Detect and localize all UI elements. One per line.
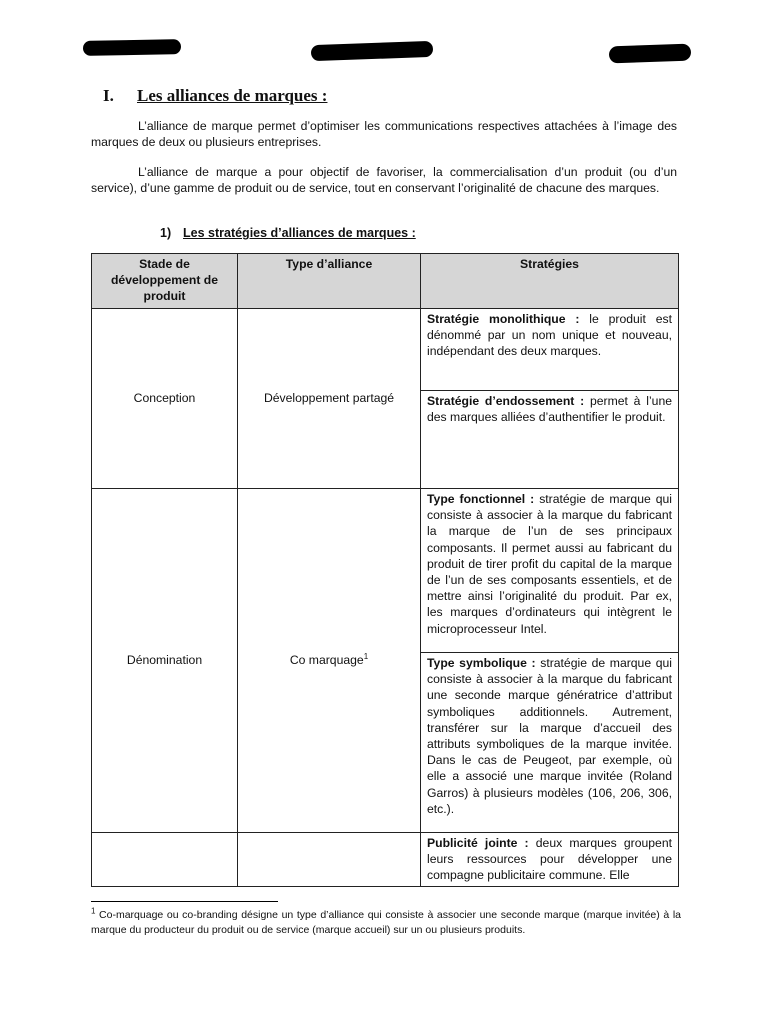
redacted-header-center <box>311 41 433 61</box>
section-number: I. <box>103 86 114 105</box>
redacted-header-right <box>609 44 692 64</box>
subsection-heading <box>160 226 416 240</box>
footnote-ref: 1 <box>363 652 369 662</box>
strategy-cell <box>421 489 679 653</box>
header-strategies: Stratégies <box>421 254 679 309</box>
footnote-text: Co-marquage ou co-branding désigne un type d’alliance qui consiste à associer une seconde marque (marque invitée) à la marque du producteur du produit ou de service (marque accueil) sur un ou plusieurs produits. <box>91 909 681 936</box>
alliance-cell <box>238 833 421 887</box>
subsection-number: 1) <box>160 226 172 240</box>
strategy-cell <box>421 833 679 887</box>
strategy-term: Publicité jointe : <box>427 836 529 850</box>
table-row <box>92 309 679 391</box>
footnote <box>91 908 681 938</box>
stage-cell: Dénomination <box>92 489 238 833</box>
strategy-term: Type fonctionnel : <box>427 492 535 506</box>
section-title: Les alliances de marques : <box>137 86 328 105</box>
table-row <box>92 489 679 653</box>
redacted-header-left <box>83 39 181 56</box>
strategies-table <box>91 253 679 887</box>
strategy-cell <box>421 309 679 391</box>
subsection-title: Les stratégies d’alliances de marques : <box>183 226 416 240</box>
paragraph-1: L’alliance de marque permet d’optimiser les communications respectives attachées à l’image des marques de deux ou plusieurs entreprises. <box>91 119 677 149</box>
strategy-cell <box>421 653 679 833</box>
table-header-row <box>92 254 679 309</box>
alliance-label: Co marquage <box>289 653 364 668</box>
strategy-text: stratégie de marque qui consiste à associer à la marque du fabricant une seconde marque génératrice d’attribut symboliques additionnels. Autrement, transférer sur la marque d’accueil des attributs symboliques de la marque invitée. Dans le cas de Peugeot, par exemple, où elle a associé une marque invitée (Roland Garros) à plusieurs modèles (106, 206, 306, etc.). <box>427 656 673 816</box>
table-row <box>92 833 679 887</box>
alliance-cell: Développement partagé <box>238 309 421 489</box>
header-alliance: Type d’alliance <box>238 254 421 309</box>
paragraph-2: L’alliance de marque a pour objectif de favoriser, la commercialisation d’un produit (ou d’un service), d’une gamme de produit ou de service, tout en conservant l’originalité de chacune des marques. <box>91 165 677 195</box>
strategy-term: Type symbolique : <box>427 656 536 670</box>
strategy-text: stratégie de marque qui consiste à associer à la marque du fabricant la marque de l’un de ses principaux composants. Il permet aussi au fabricant du produit de tirer profit du capital de la marque de l’un de ses composants essentiels, et de mettre ainsi l’originalité du produit. Par ex, les marques d’ordinateurs qui intègrent le microprocesseur Intel. <box>427 492 672 636</box>
alliance-cell <box>238 489 421 833</box>
strategy-text: deux marques groupent leurs ressources pour développer une compagne publicitaire commune. Elle <box>427 836 672 883</box>
strategy-text: permet à l’une des marques alliées d’authentifier le produit. <box>427 394 672 425</box>
section-heading <box>103 86 327 106</box>
stage-cell <box>92 833 238 887</box>
strategy-term: Stratégie monolithique : <box>427 312 580 326</box>
stage-cell: Conception <box>92 309 238 489</box>
strategy-cell <box>421 391 679 489</box>
footnote-mark: 1 <box>91 906 96 916</box>
strategy-text: le produit est dénommé par un nom unique et nouveau, indépendant des deux marques. <box>427 312 672 359</box>
strategy-term: Stratégie d’endossement : <box>427 394 585 408</box>
header-stage: Stade de développement de produit <box>92 254 238 309</box>
footnote-separator <box>91 901 278 902</box>
